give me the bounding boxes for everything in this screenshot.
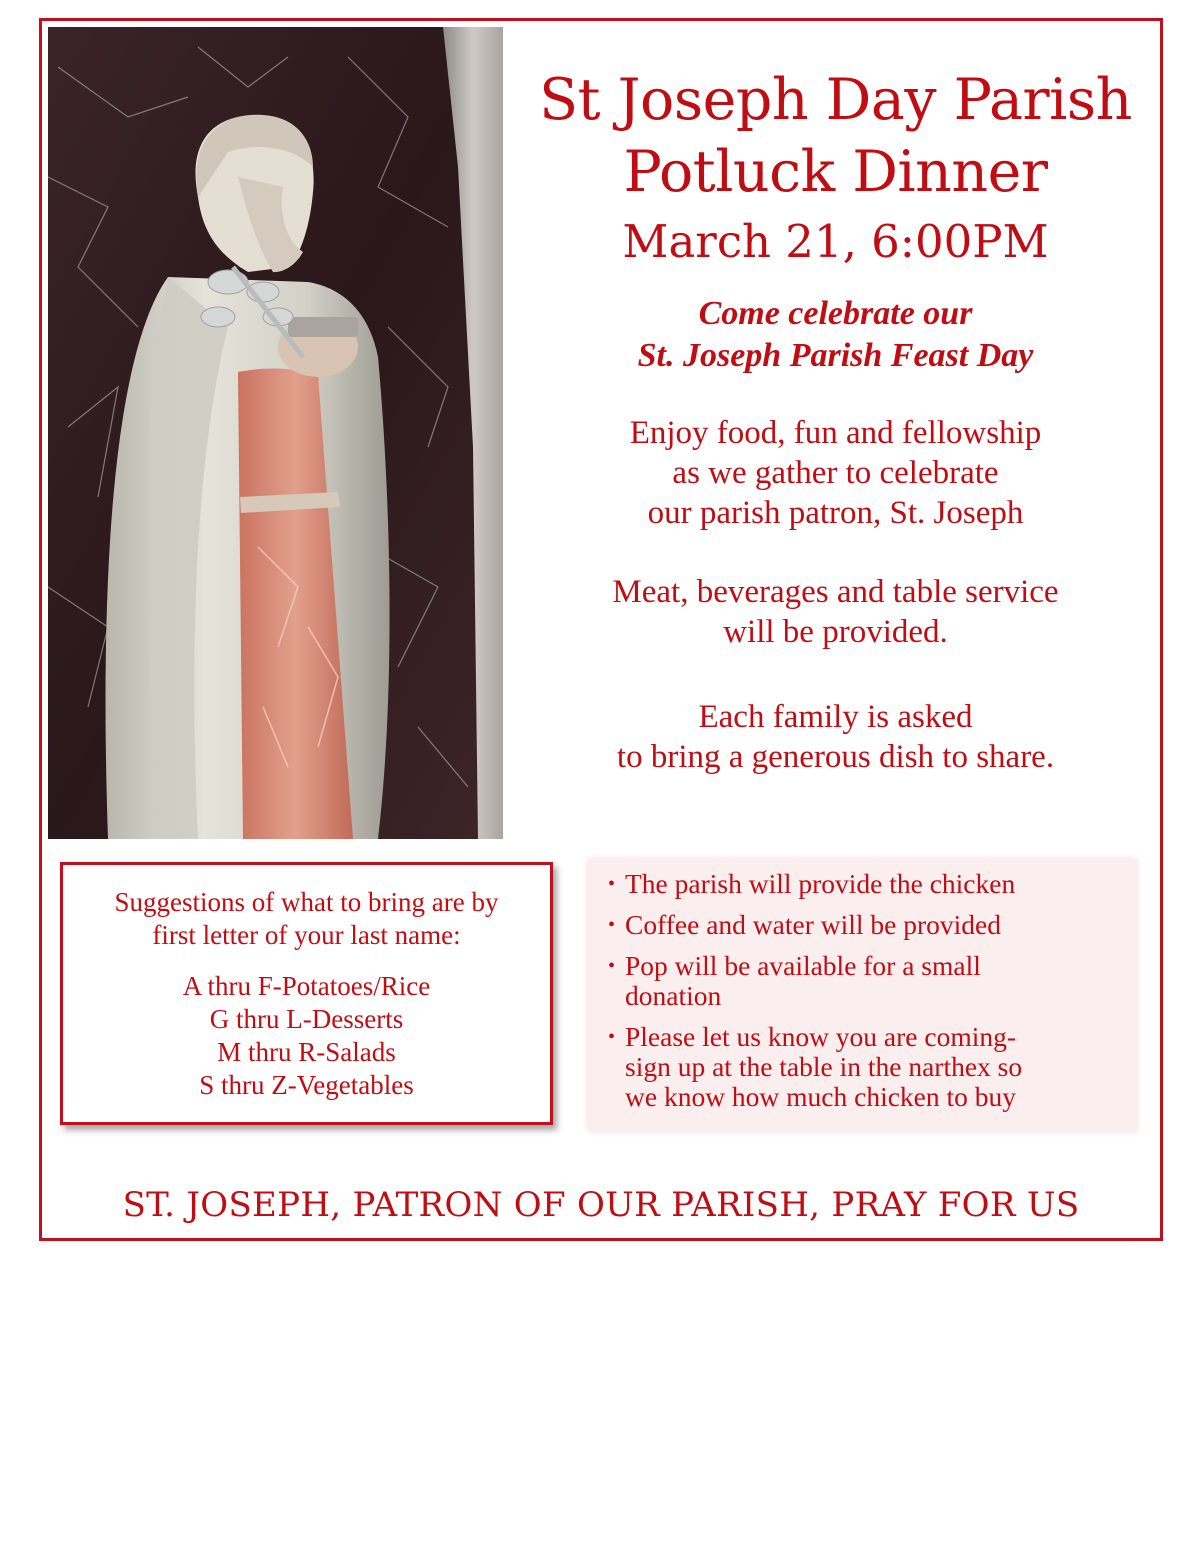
suggestions-intro <box>63 886 550 952</box>
paragraph-bring-dish <box>508 697 1163 777</box>
paragraph-line: Meat, beverages and table service <box>612 574 1059 610</box>
paragraph-provided <box>508 572 1163 652</box>
statue-illustration <box>48 27 503 839</box>
suggestion-item: A thru F-Potatoes/Rice <box>182 971 431 1001</box>
note-line: Coffee and water will be provided <box>625 909 1001 940</box>
note-item <box>608 910 1123 940</box>
suggestion-item: G thru L-Desserts <box>209 1004 404 1034</box>
suggestions-intro-line-2: first letter of your last name: <box>152 920 461 950</box>
paragraph-line: Enjoy food, fun and fellowship <box>629 415 1042 451</box>
suggestion-item: M thru R-Salads <box>217 1037 396 1067</box>
notes-box <box>588 859 1137 1131</box>
bullet-icon: • <box>608 1026 616 1048</box>
footer-prayer: ST. JOSEPH, PATRON OF OUR PARISH, PRAY FOR US <box>122 1185 1080 1225</box>
paragraph-line: will be provided. <box>723 614 948 650</box>
paragraph-line: Each family is asked <box>698 699 973 735</box>
note-line: Pop will be available for a small <box>625 950 981 981</box>
paragraph-line: as we gather to celebrate <box>672 455 999 491</box>
suggestion-item: S thru Z-Vegetables <box>199 1070 414 1100</box>
suggestions-box <box>60 862 553 1125</box>
bullet-icon: • <box>608 955 616 977</box>
note-item <box>608 1022 1123 1112</box>
note-line: The parish will provide the chicken <box>625 868 1016 899</box>
tagline-line-1: Come celebrate our <box>698 295 973 332</box>
paragraph-fellowship <box>508 413 1163 533</box>
event-title <box>508 64 1163 208</box>
note-line: sign up at the table in the narthex so <box>625 1051 1023 1082</box>
tagline-line-2: St. Joseph Parish Feast Day <box>637 337 1034 374</box>
bullet-icon: • <box>608 873 616 895</box>
title-line-1: St Joseph Day Parish <box>539 67 1132 133</box>
note-line: we know how much chicken to buy <box>625 1081 1017 1112</box>
note-item <box>608 869 1123 899</box>
suggestions-intro-line-1: Suggestions of what to bring are by <box>114 887 499 917</box>
title-line-2: Potluck Dinner <box>623 139 1048 205</box>
note-line: donation <box>625 980 722 1011</box>
paragraph-line: to bring a generous dish to share. <box>616 739 1055 775</box>
note-line: Please let us know you are coming- <box>625 1021 1017 1052</box>
bullet-icon: • <box>608 914 616 936</box>
event-date-time: March 21, 6:00PM <box>622 215 1049 268</box>
paragraph-line: our parish patron, St. Joseph <box>647 495 1024 531</box>
note-item <box>608 951 1123 1011</box>
event-tagline <box>508 293 1163 377</box>
statue-photo <box>48 27 503 839</box>
